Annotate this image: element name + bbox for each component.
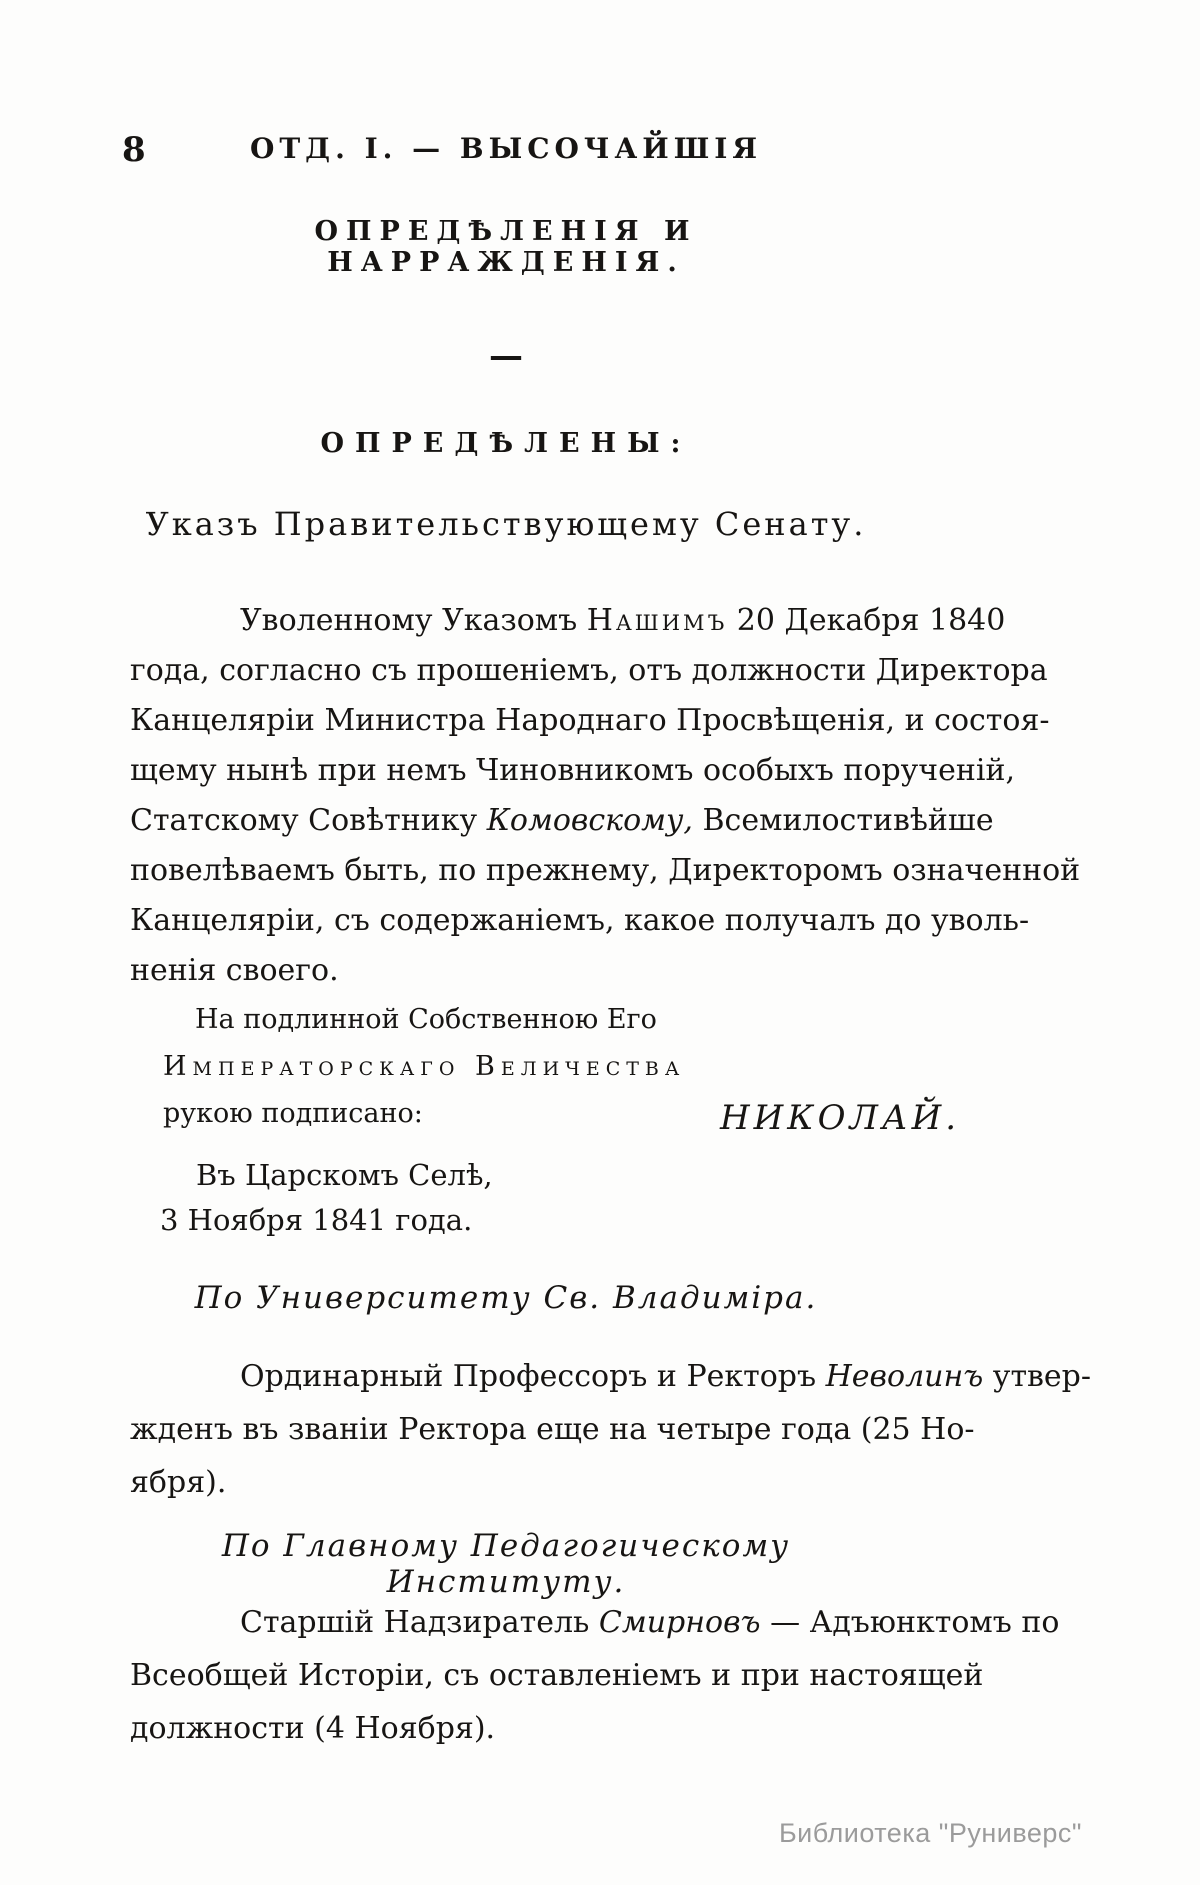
decree-line-text: Уволенному Указомъ bbox=[240, 603, 587, 638]
university-line: ября). bbox=[130, 1465, 227, 1500]
institute-line: должности (4 Ноября). bbox=[130, 1711, 496, 1746]
institute-paragraph bbox=[130, 1598, 1060, 1757]
decree-line-text: Всемилостивѣйше bbox=[692, 803, 994, 838]
decree-line bbox=[130, 798, 994, 848]
library-watermark: Библиотека "Руниверс" bbox=[778, 1818, 1082, 1848]
dateline-date: 3 Ноября 1841 года. bbox=[160, 1203, 473, 1237]
university-line-text: Ординарный Профессоръ и Ректоръ bbox=[240, 1359, 826, 1394]
decree-line: повелѣваемъ быть, по прежнему, Директоромъ означенной bbox=[130, 853, 1081, 888]
person-name-nevolin: Неволинъ bbox=[825, 1359, 984, 1394]
person-name-komovsky: Комовскому, bbox=[486, 803, 693, 838]
sovereign-name-smallcaps: Нашимъ bbox=[586, 603, 728, 638]
decree-line: года, согласно съ прошеніемъ, отъ должности Директора bbox=[130, 653, 1048, 688]
decree-line bbox=[130, 598, 1006, 648]
attestation-block bbox=[163, 998, 783, 1139]
institute-line-text: — Адъюнктомъ по bbox=[760, 1605, 1060, 1640]
running-title-line2: ОПРЕДѢЛЕНІЯ И НАРРАЖДЕНІЯ. bbox=[314, 216, 698, 278]
ukaz-heading: Указъ Правительствующему Сенату. bbox=[145, 505, 867, 543]
university-section-heading: По Университету Св. Владиміра. bbox=[194, 1280, 818, 1316]
page-number: 8 bbox=[122, 130, 146, 170]
institute-line: Всеобщей Исторіи, съ оставленіемъ и при настоящей bbox=[130, 1658, 984, 1693]
decree-line-text: 20 Декабря 1840 bbox=[727, 603, 1006, 638]
attestation-line-imperial: Императорскаго Величества bbox=[163, 1051, 686, 1082]
attestation-line: рукою подписано: bbox=[163, 1098, 423, 1129]
university-line: жденъ въ званіи Ректора еще на четыре года (25 Но- bbox=[130, 1412, 975, 1447]
attestation-line: На подлинной Собственною Его bbox=[195, 1004, 657, 1035]
running-title-line1: ОТД. І. — ВЫСОЧАЙШІЯ bbox=[249, 132, 763, 165]
institute-line bbox=[130, 1598, 1060, 1651]
determined-heading: ОПРЕДѢЛЕНЫ: bbox=[320, 428, 692, 459]
decree-line: щему нынѣ при немъ Чиновникомъ особыхъ порученій, bbox=[130, 753, 1016, 788]
university-line-text: утвер- bbox=[983, 1359, 1092, 1394]
decree-paragraph bbox=[130, 598, 1081, 998]
decree-line: ненія своего. bbox=[130, 953, 339, 988]
imperial-signature: НИКОЛАЙ. bbox=[720, 1098, 961, 1138]
institute-line-text: Старшій Надзиратель bbox=[240, 1605, 599, 1640]
person-name-smirnov: Смирновъ bbox=[598, 1605, 761, 1640]
decree-line: Канцеляріи Министра Народнаго Просвѣщенія, и состоя- bbox=[130, 703, 1050, 738]
university-paragraph bbox=[130, 1352, 1092, 1511]
dateline-place: Въ Царскомъ Селѣ, bbox=[196, 1158, 493, 1192]
section-divider: — bbox=[489, 336, 523, 376]
decree-line-text: Статскому Совѣтнику bbox=[130, 803, 487, 838]
university-line bbox=[130, 1352, 1092, 1405]
decree-line: Канцеляріи, съ содержаніемъ, какое получалъ до уволь- bbox=[130, 903, 1030, 938]
institute-section-heading: По Главному Педагогическому Институту. bbox=[221, 1528, 791, 1600]
